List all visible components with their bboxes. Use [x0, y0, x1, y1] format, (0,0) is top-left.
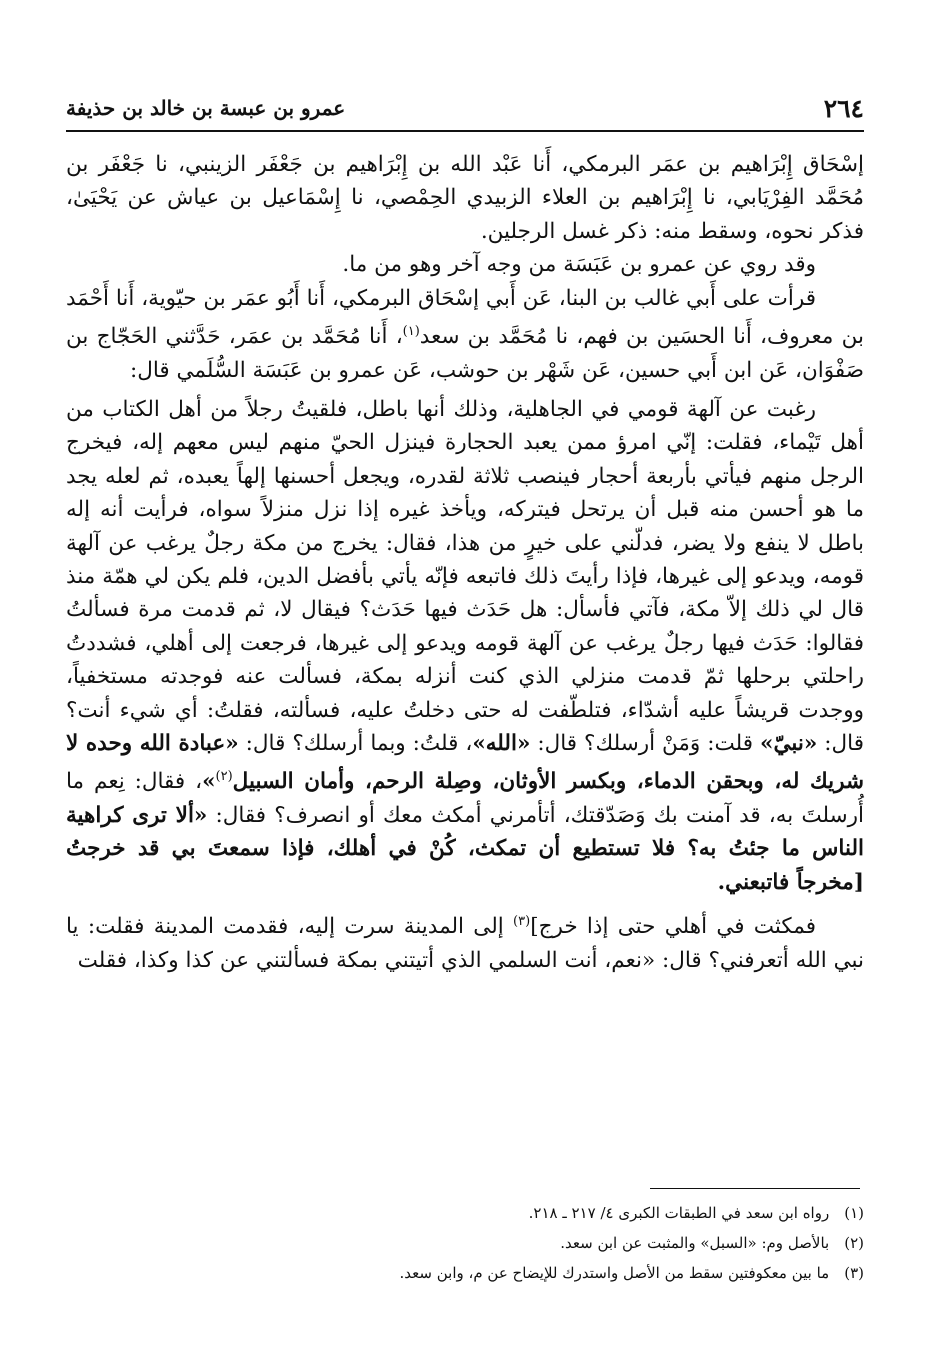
narration-text-4: ، فقال: نِعم ما أُرسلتَ به، قد آمنت بك وَصَدّقتك، أتأمرني أمكث معك أو انصرف؟ فقال:	[66, 769, 864, 829]
footnote-3-text: ما بين معكوفتين سقط من الأصل واستدرك للإيضاح عن م، وابن سعد.	[399, 1264, 830, 1282]
page-number: ٢٦٤	[823, 94, 864, 123]
narration-text-3: ، قلتُ: وبما أرسلك؟ قال:	[245, 731, 473, 757]
footnote-1-mark: (١)	[844, 1204, 864, 1222]
footnote-ref-2: (٢)	[215, 769, 233, 785]
paragraph-3-text: قرأت على أَبي غالب بن البنا، عَن أَبي إسْحَاق البرمكي، أَنا أَبُو عمَر بن حيّوية، أَنا أَحْمَد بن معروف، أَنا الحسَين بن فهم، نا مُحَمَّد بن سعد	[66, 285, 864, 350]
paragraph-5-text-cont: إلى المدينة سرت إليه، فقدمت المدينة فقلت: يا نبي الله أتعرفني؟ قال: «نعم، أنت السلمي الذي أتيتني بمكة فسألتني عن كذا وكذا، فقلت	[66, 914, 864, 973]
running-title: عمرو بن عبسة بن خالد بن حذيفة	[66, 96, 346, 120]
quote-message: «عبادة الله وحده لا شريك له، وبحقن الدماء، وبكسر الأوثان، وصِلة الرحم، وأمان السبيل	[66, 731, 865, 795]
footnotes	[66, 1198, 864, 1288]
quote-nabi: «نبيّ»	[760, 731, 818, 757]
paragraph-1: إسْحَاق إِبْرَاهيم بن عمَر البرمكي، أَنا عَبْد الله بن إِبْرَاهيم بن جَعْفَر الزينبي، نا جَعْفَر بن مُحَمَّد الفِرْيَابي، نا إِبْرَاهيم بن العلاء الزبيدي الحِمْصي، نا إِسْمَاعيل بن عياش عن يَحْيَىٰ، فذكر نحوه، وسقط منه: ذكر غسل الرجلين.	[66, 152, 864, 244]
page-header	[66, 92, 864, 130]
paragraph-4	[66, 393, 864, 899]
quote-advice: «ألا ترى كراهية الناس ما جئتُ به؟ فلا تستطيع أن تمكث، كُنْ في أهلك، فإذا سمعتَ بي قد خرجتُ [مخرجاً فاتبعني.	[66, 803, 864, 895]
paragraph-3-text-cont: ، أَنا مُحَمَّد بن عمَر، حَدَّثني الحَجّاج بن صَفْوَان، عَن ابن أَبي حسين، عَن شَهْر بن حوشب، عَن عمرو بن عَبَسَة السُّلَمي قال:	[66, 324, 864, 383]
footnote-2-mark: (٢)	[844, 1234, 864, 1252]
footnote-1-text: رواه ابن سعد في الطبقات الكبرى ٤/ ٢١٧ ـ ٢١٨.	[528, 1204, 830, 1222]
paragraph-5-text: فمكثت في أهلي حتى إذا خرج]	[530, 914, 816, 940]
footnote-ref-1: (١)	[402, 324, 420, 340]
footnote-2-text: بالأصل وم: «السبل» والمثبت عن ابن سعد.	[560, 1234, 830, 1252]
footnote-2	[66, 1228, 864, 1258]
header-rule	[66, 130, 864, 132]
main-text	[66, 148, 864, 977]
paragraph-3	[66, 282, 864, 387]
paragraph-5	[66, 905, 864, 977]
narration-text-2: قلت: وَمَنْ أرسلك؟ قال:	[537, 731, 761, 757]
footnote-3-mark: (٣)	[844, 1264, 864, 1282]
quote-message-end: »	[202, 769, 216, 795]
footnote-1	[66, 1198, 864, 1228]
paragraph-2: وقد روي عن عمرو بن عَبَسَة من وجه آخر وهو من ما.	[342, 252, 816, 278]
footnote-rule	[650, 1188, 860, 1189]
narration-text: رغبت عن آلهة قومي في الجاهلية، وذلك أنها باطل، فلقيتُ رجلاً من أهل الكتاب من أهل تَيْماء، فقلت: إنّي امرؤ ممن يعبد الحجارة فينزل الحيّ منهم ليس معهم إله، فيخرج الرجل منهم فيأتي بأربعة أحجار فينصب ثلاثة لقدره، ويجعل أحسنها إلهاً يعبده، ثم لعله يجد ما هو أحسن منه قبل أن يرتحل فيتركه، ويأخذ غيره إذا نزل منزلاً سواه، فرأيت أنه إله باطل لا ينفع ولا يضر، فدلّني على خيرٍ من هذا، فقال: يخرج من مكة رجلٌ يرغب عن آلهة قومه، ويدعو إلى غيرها، فإذا رأيتَ ذلك فاتبعه فإنّه يأتي بأفضل الدين، فلم يكن لي همّة منذ قال لي ذلك إلاّ مكة، فآتي فأسأل: هل حَدَث فيها حَدَث؟ فيقال لا، ثم قدمت مرة فسألتُ فقالوا: حَدَث فيها رجلٌ يرغب عن آلهة قومه ويدعو إلى غيرها، فرجعت إلى أهلي، فشددتُ راحلتي برحلها ثمّ قدمت منزلي الذي كنت أنزله بمكة، فسألت عنه فوجدته مستخفياً، ووجدت قريشاً عليه أشدّاء، فتلطّفت له حتى دخلتُ عليه، فسألته، فقلتُ: أي شيء أنت؟ قال:	[66, 397, 864, 757]
footnote-ref-3: (٣)	[513, 914, 531, 930]
footnote-3	[66, 1258, 864, 1288]
quote-allah: «الله»	[472, 731, 531, 757]
